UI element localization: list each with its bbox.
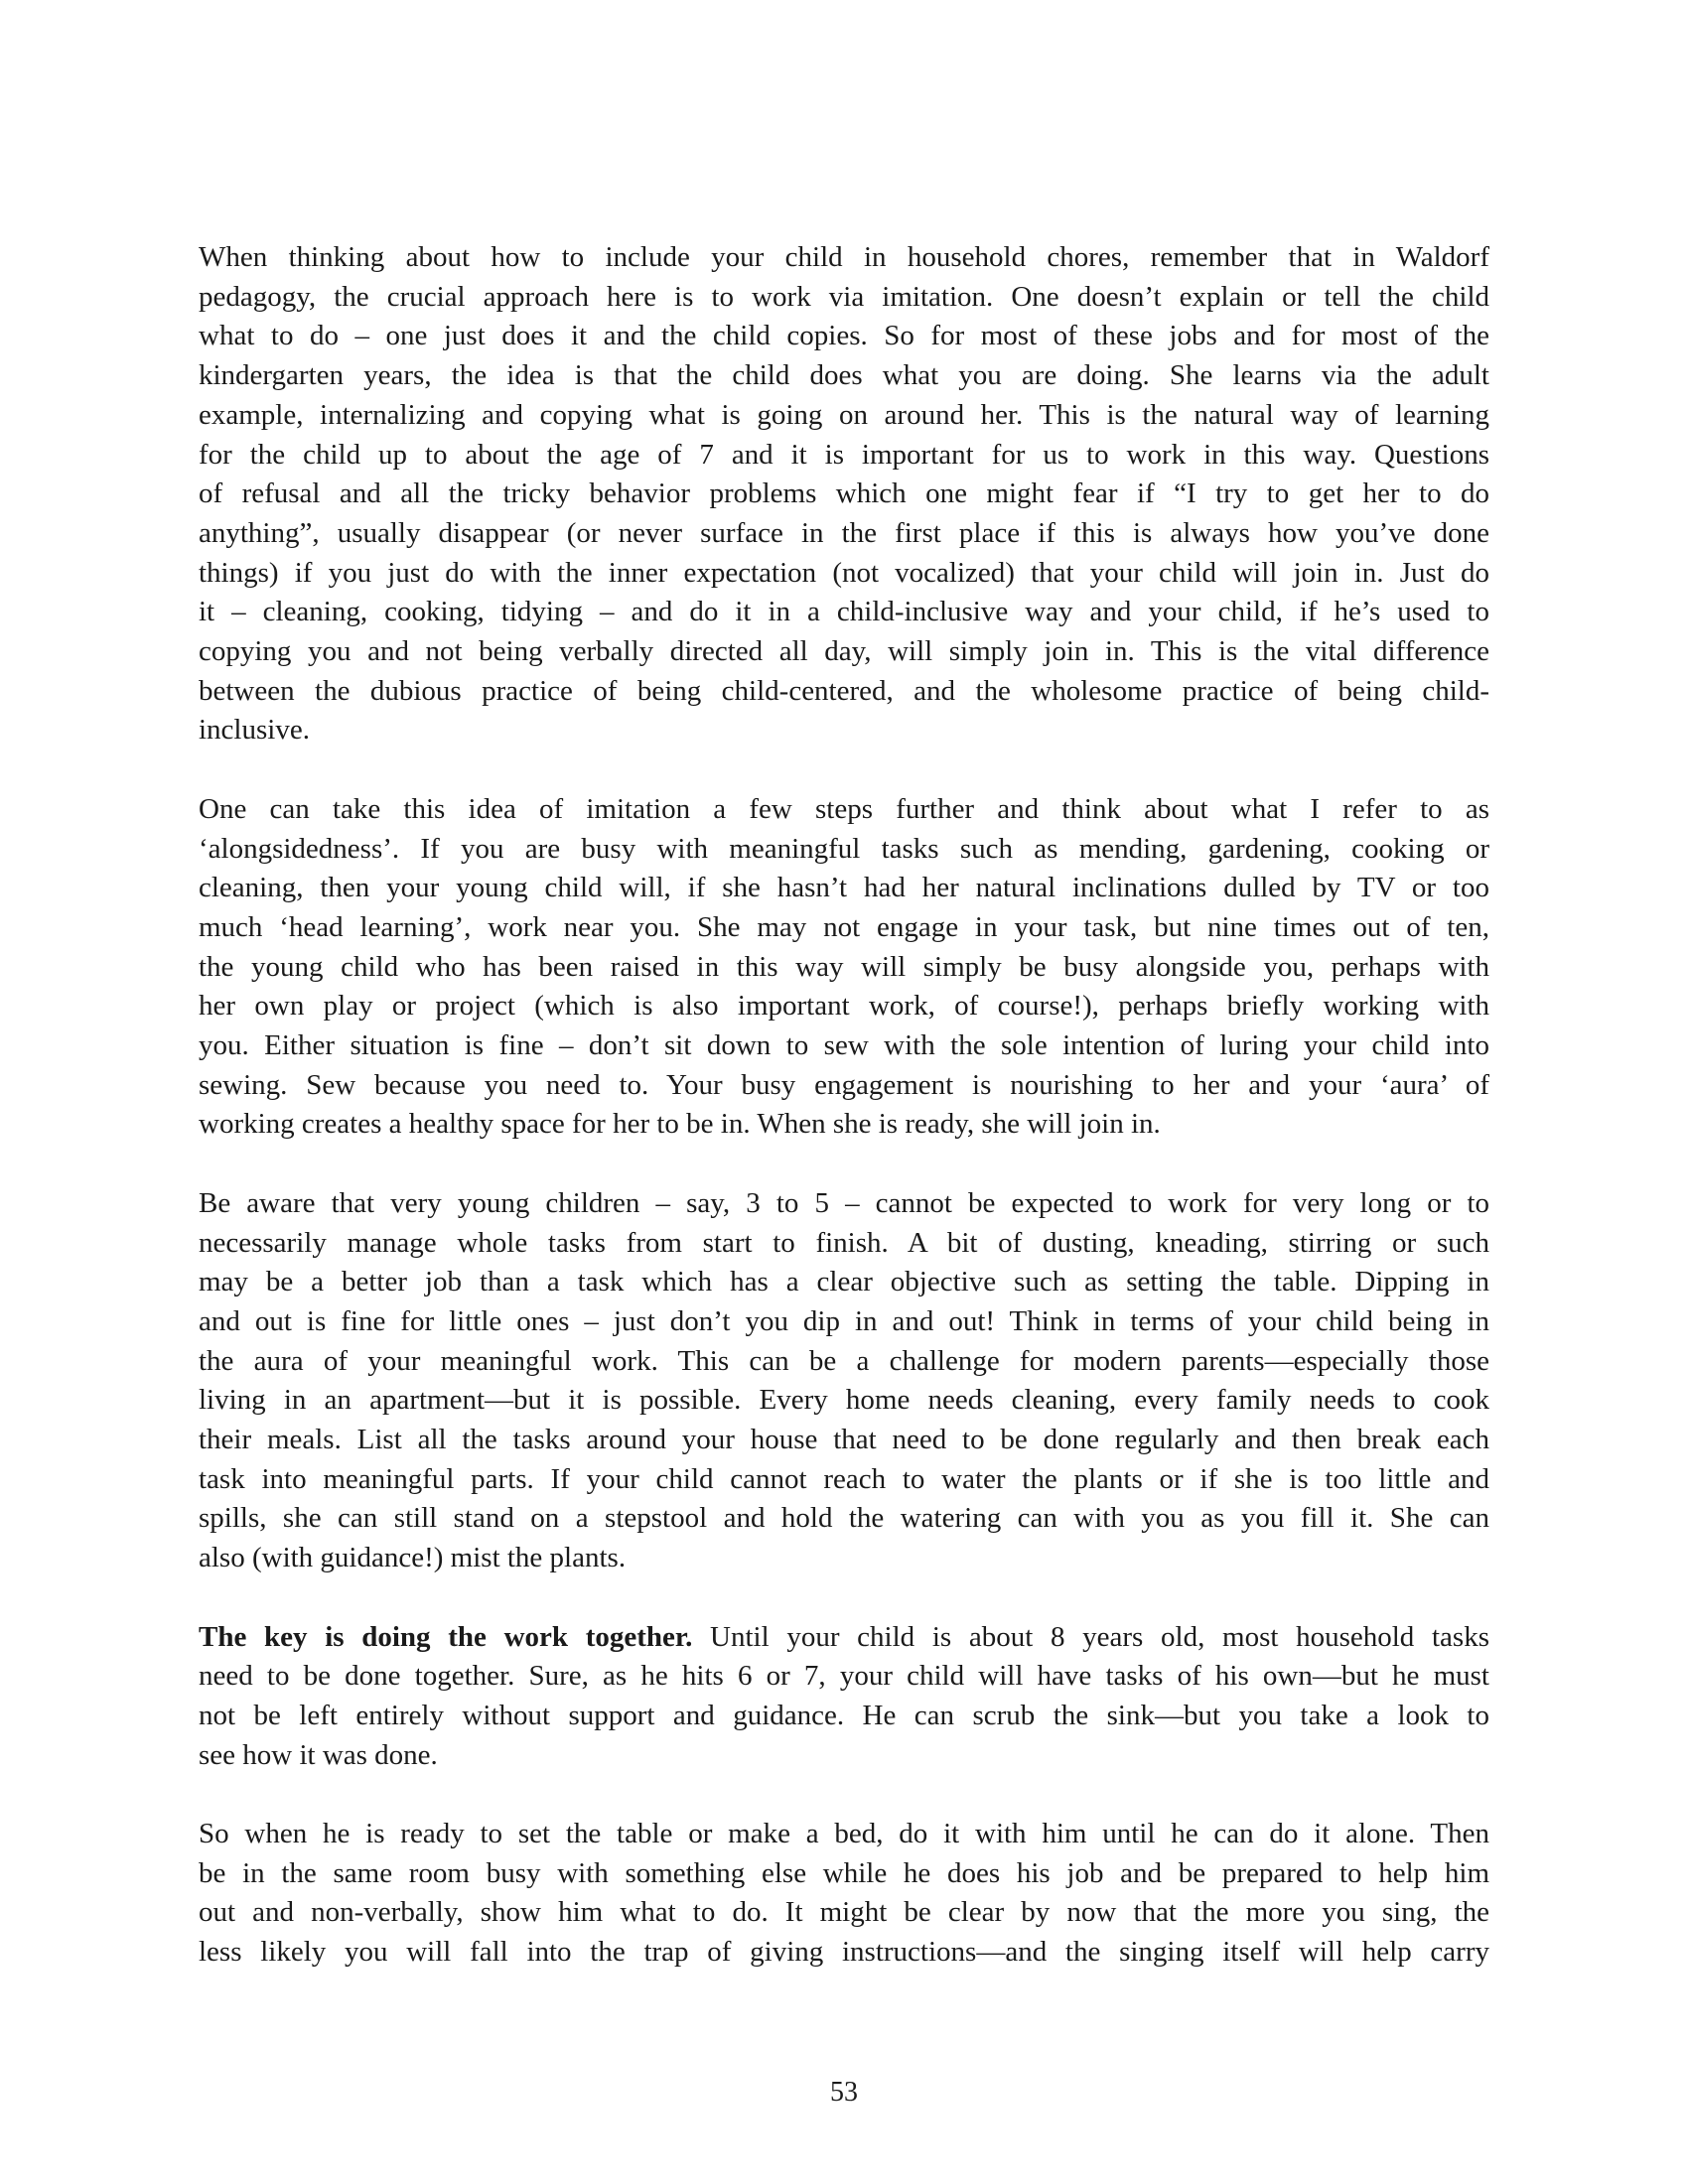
text-line: out and non-verbally, show him what to do. It might be clear by now that the more you sing, the — [199, 1896, 1489, 1929]
text-line: also (with guidance!) mist the plants. — [199, 1542, 627, 1574]
text-line: example, internalizing and copying what is going on around her. This is the natural way of learning — [199, 398, 1489, 431]
text-line: you. Either situation is fine – don’t sit down to sew with the sole intention of luring your child into — [199, 1029, 1489, 1062]
paragraph-set-the-table — [199, 1815, 1489, 1973]
text-line: kindergarten years, the idea is that the child does what you are doing. She learns via the adult — [199, 359, 1489, 392]
text-line: spills, she can still stand on a stepstool and hold the watering can with you as you fill it. She can — [199, 1502, 1489, 1535]
text-line: see how it was done. — [199, 1738, 438, 1771]
paragraph-alongsidedness — [199, 790, 1489, 1145]
text-line: cleaning, then your young child will, if she hasn’t had her natural inclinations dulled by TV or too — [199, 872, 1489, 904]
text-line: anything”, usually disappear (or never surface in the first place if this is always how you’ve done — [199, 516, 1489, 549]
body-text — [199, 238, 1489, 2012]
text-line: living in an apartment—but it is possible. Every home needs cleaning, every family needs to cook — [199, 1384, 1489, 1417]
text-line: what to do – one just does it and the child copies. So for most of these jobs and for most of the — [199, 320, 1489, 352]
text-line: Be aware that very young children – say, 3 to 5 – cannot be expected to work for very long or to — [199, 1186, 1489, 1219]
text-line: may be a better job than a task which has a clear objective such as setting the table. Dipping in — [199, 1266, 1489, 1298]
text-line: between the dubious practice of being child-centered, and the wholesome practice of being child- — [199, 674, 1489, 707]
text-line: necessarily manage whole tasks from start to finish. A bit of dusting, kneading, stirring or such — [199, 1226, 1489, 1259]
paragraph-work-together — [199, 1618, 1489, 1776]
bold-lead-sentence: The key is doing the work together. — [199, 1620, 693, 1653]
text-line: less likely you will fall into the trap of giving instructions—and the singing itself will help carry — [199, 1936, 1489, 1969]
text-line: copying you and not being verbally directed all day, will simply join in. This is the vital difference — [199, 635, 1489, 668]
text-line: be in the same room busy with something else while he does his job and be prepared to help him — [199, 1856, 1489, 1889]
text-line: and out is fine for little ones – just don’t you dip in and out! Think in terms of your child being in — [199, 1304, 1489, 1337]
text-line — [199, 1618, 1489, 1658]
text-line: of refusal and all the tricky behavior problems which one might fear if “I try to get her to do — [199, 478, 1489, 510]
paragraph-young-children — [199, 1184, 1489, 1578]
text-line: inclusive. — [199, 714, 310, 747]
text-line: need to be done together. Sure, as he hits 6 or 7, your child will have tasks of his own—but he must — [199, 1660, 1489, 1693]
text-line: the aura of your meaningful work. This can be a challenge for modern parents—especially those — [199, 1344, 1489, 1377]
text-line: task into meaningful parts. If your child cannot reach to water the plants or if she is too little and — [199, 1462, 1489, 1495]
text-line: much ‘head learning’, work near you. She may not engage in your task, but nine times out of ten, — [199, 910, 1489, 943]
text-line: When thinking about how to include your child in household chores, remember that in Waldorf — [199, 241, 1489, 273]
text-line: it – cleaning, cooking, tidying – and do it in a child-inclusive way and your child, if he’s used to — [199, 596, 1489, 628]
text-line: One can take this idea of imitation a few steps further and think about what I refer to as — [199, 792, 1489, 825]
paragraph-imitation — [199, 238, 1489, 751]
page-number: 53 — [830, 2077, 858, 2108]
text-line: for the child up to about the age of 7 and it is important for us to work in this way. Questions — [199, 438, 1489, 471]
text-line: sewing. Sew because you need to. Your busy engagement is nourishing to her and your ‘aura’ of — [199, 1068, 1489, 1101]
text-line: pedagogy, the crucial approach here is to work via imitation. One doesn’t explain or tell the child — [199, 280, 1489, 313]
text-line: their meals. List all the tasks around your house that need to be done regularly and then break each — [199, 1424, 1489, 1456]
text-line: not be left entirely without support and guidance. He can scrub the sink—but you take a look to — [199, 1699, 1489, 1731]
text-line: working creates a healthy space for her to be in. When she is ready, she will join in. — [199, 1108, 1161, 1141]
text-line: So when he is ready to set the table or make a bed, do it with him until he can do it alone. Then — [199, 1818, 1489, 1850]
text-run: Until your child is about 8 years old, most household tasks — [692, 1620, 1489, 1653]
text-line: things) if you just do with the inner expectation (not vocalized) that your child will join in. Just do — [199, 556, 1489, 589]
text-line: ‘alongsidedness’. If you are busy with meaningful tasks such as mending, gardening, cooking or — [199, 832, 1489, 865]
text-line: the young child who has been raised in this way will simply be busy alongside you, perhaps with — [199, 950, 1489, 983]
text-line: her own play or project (which is also important work, of course!), perhaps briefly working with — [199, 990, 1489, 1023]
